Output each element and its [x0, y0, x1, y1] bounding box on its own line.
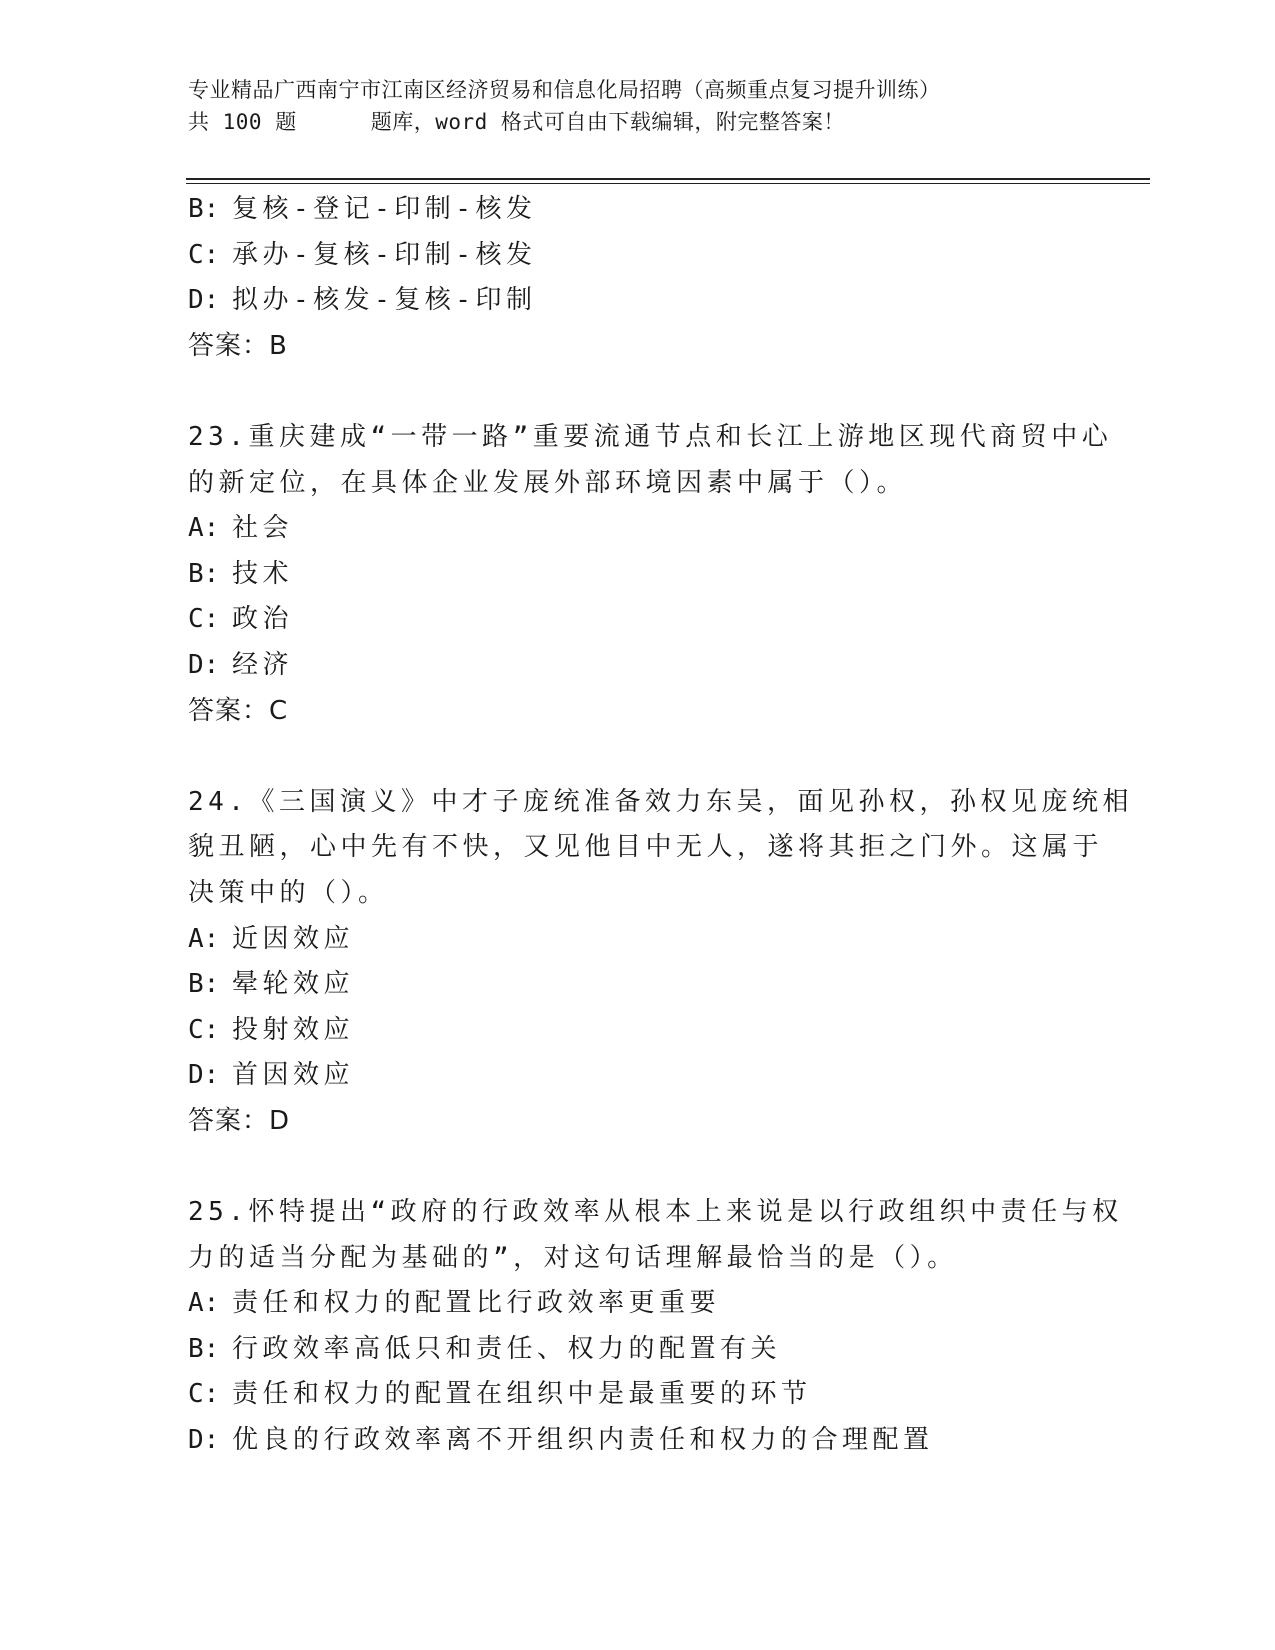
option-text: 近因效应 — [232, 923, 355, 954]
option-text: 投射效应 — [232, 1014, 355, 1045]
header-subtitle: 题库，word 格式可自由下载编辑，附完整答案！ — [370, 110, 845, 134]
question-list — [188, 187, 1133, 1464]
option-row — [188, 506, 1068, 552]
option-label: D: — [188, 649, 220, 680]
option-text: 拟办-核发-复核-印制 — [232, 285, 537, 316]
option-label: C: — [188, 604, 220, 635]
option-row — [188, 1372, 1068, 1418]
option-label: D: — [188, 1060, 220, 1091]
header-subtitle-line — [188, 106, 1148, 138]
question-stem: 23.重庆建成“一带一路”重要流通节点和长江上游地区现代商贸中心 — [188, 421, 1113, 452]
option-label: B: — [188, 1333, 220, 1364]
option-label: B: — [188, 194, 220, 224]
header-rule-thick — [186, 178, 1150, 180]
option-label: B: — [188, 969, 220, 1000]
question-stem: 决策中的（）。 — [188, 877, 389, 908]
option-text: 承办-复核-印制-核发 — [232, 239, 537, 270]
option-label: B: — [188, 558, 220, 589]
option-row — [188, 643, 1068, 689]
option-row — [188, 233, 1068, 279]
option-text: 晕轮效应 — [232, 969, 355, 1000]
option-text: 政治 — [232, 604, 294, 635]
question-block-23 — [188, 415, 1113, 734]
option-row — [188, 1327, 1068, 1373]
option-label: A: — [188, 513, 220, 544]
option-text: 技术 — [232, 558, 294, 589]
option-label: C: — [188, 1014, 220, 1045]
option-text: 责任和权力的配置在组织中是最重要的环节 — [232, 1379, 812, 1410]
option-row — [188, 278, 1068, 324]
option-label: A: — [188, 1288, 220, 1319]
option-row — [188, 187, 1068, 233]
answer-line: 答案：C — [188, 695, 289, 726]
header-rule-thin — [186, 183, 1150, 184]
answer-line: 答案：D — [188, 1105, 291, 1136]
question-block-24 — [188, 780, 1133, 1145]
answer-line: 答案：B — [188, 330, 288, 361]
question-count: 共 100 题 — [188, 110, 297, 134]
option-label: D: — [188, 285, 220, 316]
option-text: 优良的行政效率离不开组织内责任和权力的合理配置 — [232, 1425, 934, 1456]
page-header — [188, 74, 1148, 138]
question-stem: 力的适当分配为基础的”，对这句话理解最恰当的是（）。 — [188, 1242, 958, 1273]
question-stem: 25.怀特提出“政府的行政效率从根本上来说是以行政组织中责任与权 — [188, 1197, 1123, 1228]
option-row — [188, 1053, 1068, 1099]
option-row — [188, 1418, 1068, 1464]
option-row — [188, 962, 1068, 1008]
option-row — [188, 552, 1068, 598]
option-row — [188, 1008, 1068, 1054]
option-label: D: — [188, 1425, 220, 1456]
question-block-25 — [188, 1190, 1123, 1464]
option-label: C: — [188, 239, 220, 270]
option-text: 责任和权力的配置比行政效率更重要 — [232, 1288, 721, 1319]
question-stem: 貌丑陋，心中先有不快，又见他目中无人，遂将其拒之门外。这属于 — [188, 832, 1104, 863]
option-text: 行政效率高低只和责任、权力的配置有关 — [232, 1333, 782, 1364]
option-text: 经济 — [232, 649, 294, 680]
option-text: 复核-登记-印制-核发 — [232, 194, 537, 224]
question-stem: 24.《三国演义》中才子庞统准备效力东吴，面见孙权，孙权见庞统相 — [188, 786, 1133, 817]
question-stem: 的新定位，在具体企业发展外部环境因素中属于（）。 — [188, 467, 908, 498]
question-block-prev — [188, 187, 1068, 369]
option-row — [188, 1281, 1068, 1327]
option-row — [188, 917, 1068, 963]
option-text: 社会 — [232, 513, 294, 544]
option-label: A: — [188, 923, 220, 954]
option-row — [188, 597, 1068, 643]
header-title: 专业精品广西南宁市江南区经济贸易和信息化局招聘（高频重点复习提升训练） — [188, 78, 941, 102]
option-text: 首因效应 — [232, 1060, 355, 1091]
option-label: C: — [188, 1379, 220, 1410]
